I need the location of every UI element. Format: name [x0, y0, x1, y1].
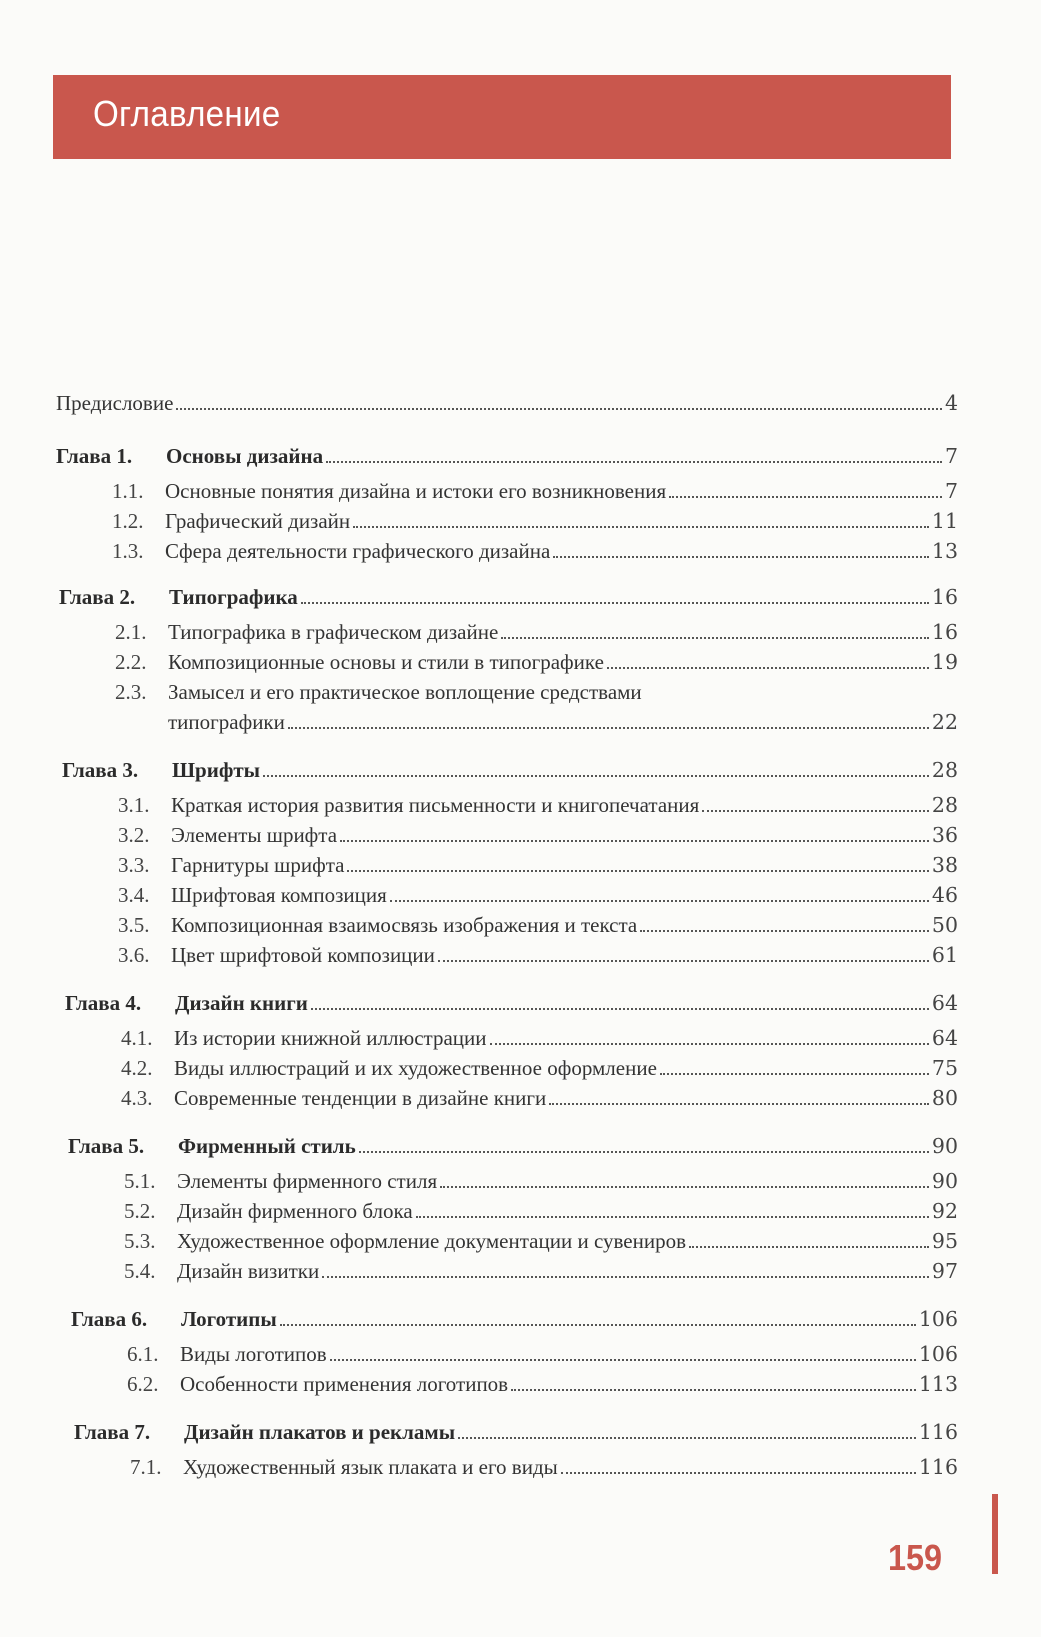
page-ref: 16: [931, 585, 958, 609]
toc-chapter-entry[interactable]: [62, 757, 958, 783]
toc-section-entry[interactable]: [127, 1341, 958, 1367]
toc-section-entry[interactable]: [118, 822, 958, 848]
chapter-title: Типографика: [169, 585, 298, 609]
toc-section-entry[interactable]: [118, 882, 958, 908]
section-number: 1.2.: [112, 509, 144, 533]
section-number: 3.2.: [118, 823, 150, 847]
toc-chapter-entry[interactable]: [59, 584, 958, 610]
chapter-number: Глава 7.: [74, 1420, 151, 1444]
page-ref: 4: [944, 391, 958, 415]
page-ref: 28: [931, 793, 958, 817]
toc-chapter-entry[interactable]: [74, 1419, 958, 1445]
page-ref: 11: [931, 509, 958, 533]
dot-leader: [553, 556, 929, 558]
toc-section-entry[interactable]: [112, 478, 958, 504]
entry-title: Композиционная взаимосвязь изображения и текста: [171, 913, 638, 937]
dot-leader: [607, 667, 929, 669]
entry-title: Художественное оформление документации и сувениров: [177, 1229, 686, 1253]
chapter-title: Основы дизайна: [166, 444, 324, 468]
toc-section-entry[interactable]: [121, 1055, 958, 1081]
toc-section-entry[interactable]: [121, 1025, 958, 1051]
entry-title: Элементы шрифта: [171, 823, 338, 847]
dot-leader: [390, 900, 929, 902]
chapter-title: Фирменный стиль: [178, 1134, 356, 1158]
chapter-number: Глава 5.: [68, 1134, 145, 1158]
page-number: 159: [888, 1537, 943, 1578]
page-ref: 7: [944, 444, 958, 468]
section-number: 1.3.: [112, 539, 144, 563]
section-number: 7.1.: [130, 1455, 162, 1479]
toc-section-entry[interactable]: [115, 649, 958, 675]
entry-title: Гарнитуры шрифта: [171, 853, 345, 877]
entry-title: Сфера деятельности графического дизайна: [165, 539, 551, 563]
chapter-title: Шрифты: [172, 758, 261, 782]
toc-section-entry[interactable]: [112, 508, 958, 534]
entry-title: типографики: [168, 710, 285, 734]
toc-section-entry[interactable]: [118, 792, 958, 818]
dot-leader: [438, 960, 929, 962]
toc-section-entry-continued[interactable]: [168, 709, 958, 735]
toc-chapter-entry[interactable]: [65, 990, 958, 1016]
dot-leader: [440, 1186, 929, 1188]
dot-leader: [669, 496, 942, 498]
section-number: 5.4.: [124, 1259, 156, 1283]
page-ref: 50: [931, 913, 958, 937]
page-ref: 92: [931, 1199, 958, 1223]
entry-title: Типографика в графическом дизайне: [168, 620, 499, 644]
page-ref: 22: [931, 710, 958, 734]
dot-leader: [301, 602, 929, 604]
entry-title: Особенности применения логотипов: [180, 1372, 509, 1396]
toc-section-entry[interactable]: [121, 1085, 958, 1111]
section-number: 3.6.: [118, 943, 150, 967]
toc-section-entry[interactable]: [115, 619, 958, 645]
entry-title: Современные тенденции в дизайне книги: [174, 1086, 547, 1110]
dot-leader: [322, 1276, 929, 1278]
toc-section-entry[interactable]: [118, 942, 958, 968]
entry-title: Замысел и его практическое воплощение средствами: [168, 680, 642, 704]
toc-chapter-entry[interactable]: [71, 1306, 958, 1332]
dot-leader: [689, 1246, 929, 1248]
dot-leader: [340, 840, 929, 842]
entry-title: Виды иллюстраций и их художественное оформление: [174, 1056, 657, 1080]
entry-title: Графический дизайн: [165, 509, 351, 533]
section-number: 2.1.: [115, 620, 147, 644]
chapter-number: Глава 4.: [65, 991, 142, 1015]
section-number: 6.1.: [127, 1342, 159, 1366]
section-number: 4.1.: [121, 1026, 153, 1050]
chapter-title: Дизайн плакатов и рекламы: [184, 1420, 456, 1444]
chapter-number: Глава 2.: [59, 585, 136, 609]
section-number: 3.3.: [118, 853, 150, 877]
section-number: 3.5.: [118, 913, 150, 937]
dot-leader: [458, 1437, 916, 1439]
section-number: 5.3.: [124, 1229, 156, 1253]
dot-leader: [501, 637, 929, 639]
page-ref: 46: [931, 883, 958, 907]
dot-leader: [288, 727, 929, 729]
section-number: 4.3.: [121, 1086, 153, 1110]
section-number: 5.1.: [124, 1169, 156, 1193]
entry-title: Предисловие: [56, 391, 174, 415]
section-number: 3.1.: [118, 793, 150, 817]
page-ref: 36: [931, 823, 958, 847]
section-number: 2.2.: [115, 650, 147, 674]
page-title: Оглавление: [93, 93, 281, 134]
dot-leader: [660, 1073, 929, 1075]
page-ref: 13: [931, 539, 958, 563]
dot-leader: [511, 1389, 916, 1391]
entry-title: Элементы фирменного стиля: [177, 1169, 438, 1193]
toc-chapter-entry[interactable]: [56, 443, 958, 469]
dot-leader: [347, 870, 928, 872]
folio-accent-bar: [992, 1494, 998, 1574]
chapter-number: Глава 1.: [56, 444, 133, 468]
toc-section-entry[interactable]: [124, 1228, 958, 1254]
page-ref: 7: [944, 479, 958, 503]
page-ref: 90: [931, 1169, 958, 1193]
page-ref: 116: [918, 1455, 958, 1479]
entry-title: Дизайн визитки: [177, 1259, 320, 1283]
section-number: 5.2.: [124, 1199, 156, 1223]
page-ref: 116: [918, 1420, 958, 1444]
toc-preface-entry[interactable]: [56, 390, 958, 416]
dot-leader: [280, 1324, 916, 1326]
entry-title: Художественный язык плаката и его виды: [183, 1455, 558, 1479]
dot-leader: [561, 1472, 916, 1474]
toc-section-entry[interactable]: [115, 679, 958, 705]
page-ref: 106: [918, 1342, 958, 1366]
entry-title: Из истории книжной иллюстрации: [174, 1026, 487, 1050]
page-ref: 80: [931, 1086, 958, 1110]
entry-title: Основные понятия дизайна и истоки его возникновения: [165, 479, 667, 503]
page-ref: 113: [918, 1372, 958, 1396]
page-ref: 97: [931, 1259, 958, 1283]
toc-section-entry[interactable]: [118, 852, 958, 878]
page-ref: 38: [931, 853, 958, 877]
dot-leader: [326, 461, 942, 463]
page-ref: 106: [918, 1307, 958, 1331]
toc-section-entry[interactable]: [130, 1454, 958, 1480]
entry-title: Шрифтовая композиция: [171, 883, 387, 907]
dot-leader: [549, 1103, 929, 1105]
entry-title: Композиционные основы и стили в типографике: [168, 650, 604, 674]
dot-leader: [263, 775, 929, 777]
toc-section-entry[interactable]: [112, 538, 958, 564]
page-ref: 19: [931, 650, 958, 674]
toc-chapter-entry[interactable]: [68, 1133, 958, 1159]
toc-section-entry[interactable]: [124, 1198, 958, 1224]
page-ref: 95: [931, 1229, 958, 1253]
chapter-title: Логотипы: [181, 1307, 277, 1331]
page-ref: 28: [931, 758, 958, 782]
chapter-number: Глава 3.: [62, 758, 139, 782]
page-ref: 64: [931, 991, 958, 1015]
page-ref: 90: [931, 1134, 958, 1158]
entry-title: Дизайн фирменного блока: [177, 1199, 413, 1223]
section-number: 2.3.: [115, 680, 147, 704]
toc-section-entry[interactable]: [118, 912, 958, 938]
entry-title: Цвет шрифтовой композиции: [171, 943, 435, 967]
page-ref: 75: [931, 1056, 958, 1080]
dot-leader: [359, 1151, 929, 1153]
chapter-number: Глава 6.: [71, 1307, 148, 1331]
section-number: 4.2.: [121, 1056, 153, 1080]
dot-leader: [416, 1216, 929, 1218]
section-number: 1.1.: [112, 479, 144, 503]
section-number: 3.4.: [118, 883, 150, 907]
section-number: 6.2.: [127, 1372, 159, 1396]
dot-leader: [176, 408, 942, 410]
dot-leader: [490, 1043, 929, 1045]
page-ref: 16: [931, 620, 958, 644]
dot-leader: [311, 1008, 929, 1010]
dot-leader: [702, 810, 929, 812]
toc-section-entry[interactable]: [124, 1258, 958, 1284]
toc-section-entry[interactable]: [124, 1168, 958, 1194]
entry-title: Краткая история развития письменности и книгопечатания: [171, 793, 700, 817]
dot-leader: [640, 930, 929, 932]
dot-leader: [330, 1359, 916, 1361]
entry-title: Виды логотипов: [180, 1342, 327, 1366]
page-ref: 64: [931, 1026, 958, 1050]
dot-leader: [353, 526, 929, 528]
toc-section-entry[interactable]: [127, 1371, 958, 1397]
page-ref: 61: [931, 943, 958, 967]
chapter-title: Дизайн книги: [175, 991, 308, 1015]
